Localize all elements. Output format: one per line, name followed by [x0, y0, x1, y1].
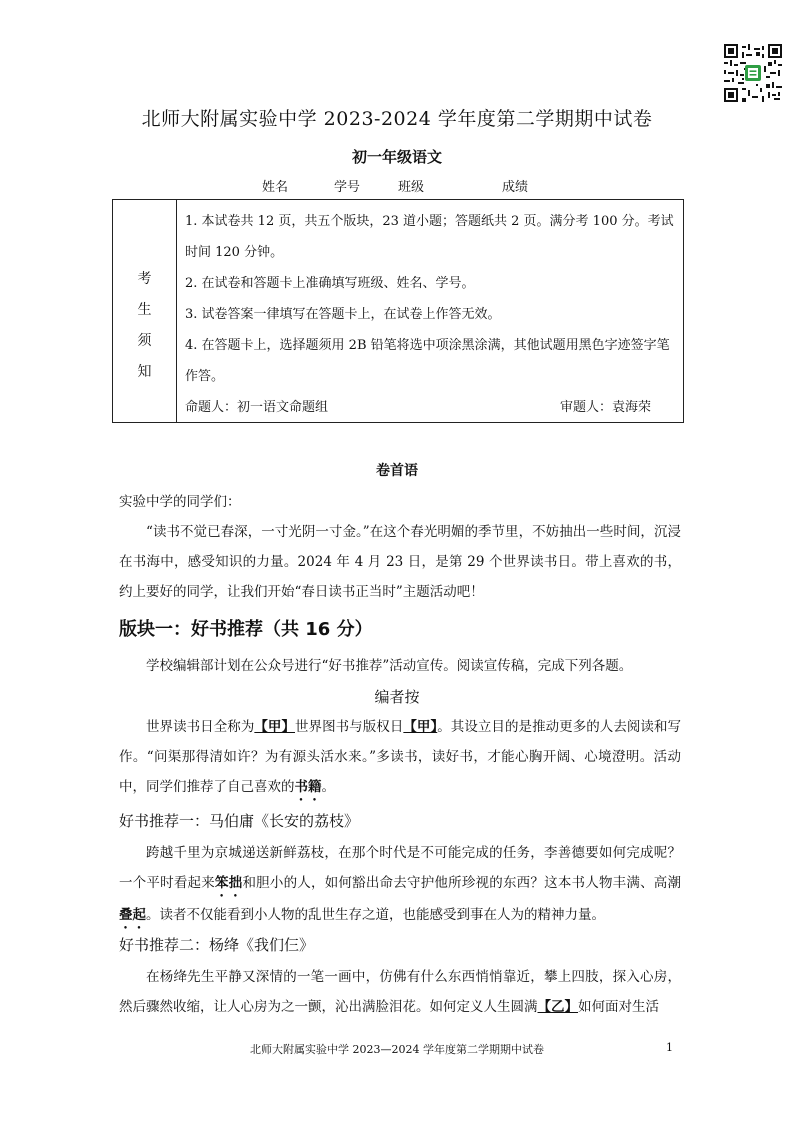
section-intro-block [119, 651, 681, 681]
exam-subtitle: 初一年级语文 [351, 148, 442, 166]
author-credit: 命题人：初一语文命题组 [185, 400, 329, 415]
editor-note-text [119, 712, 681, 804]
preface-greeting: 实验中学的同学们： [119, 494, 241, 510]
text-run: 世界图书与版权日 [295, 719, 404, 735]
recommendation-2-text [119, 962, 681, 1022]
notice-side-char: 须 [137, 333, 152, 349]
notice-side-char: 知 [137, 364, 152, 380]
preface-body [119, 487, 681, 607]
emphasized-word: 书籍 [294, 779, 322, 795]
text-run: 在杨绛先生平静又深情的一笔一画中，仿佛有什么东西悄悄靠近，攀上四肢，探入心房，然后骤然收缩，让人心房为之一颤，沁出满脸泪花。如何定义人生圆满 [119, 969, 681, 1015]
notice-side-char: 生 [137, 302, 152, 318]
preface-text: “读书不觉已春深，一寸光阴一寸金。”在这个春光明媚的季节里，不妨抽出一些时间，沉浸在书海中，感受知识的力量。2024 年 4 月 23 日，是第 29 个世界读书日。带上喜欢的书，约上要好的同学，让我们开始“春日读书正当时”主题活动吧！ [119, 524, 681, 600]
student-id-label: 学号 [334, 180, 361, 195]
notice-item: 1. 本试卷共 12 页，共五个版块，23 道小题；答题纸共 2 页。满分考 100 分。考试时间 120 分钟。 [185, 214, 674, 260]
text-run: 。读者不仅能看到小人物的乱世生存之道，也能感受到事在人为的精神力量。 [146, 907, 605, 923]
notice-credits [185, 392, 677, 423]
section-intro: 学校编辑部计划在公众号进行“好书推荐”活动宣传。阅读宣传稿，完成下列各题。 [146, 658, 633, 674]
text-run: 世界读书日全称为 [146, 719, 255, 735]
exam-title: 北师大附属实验中学 2023-2024 学年度第二学期期中试卷 [141, 108, 653, 130]
notice-side-label [113, 200, 177, 422]
recommendation-2-body [119, 962, 681, 1022]
recommendation-1-title: 好书推荐一：马伯庸《长安的荔枝》 [119, 812, 360, 830]
exam-notice-box [112, 199, 684, 423]
notice-item: 4. 在答题卡上，选择题须用 2B 铅笔将选中项涂黑涂满，其他试题用黑色字迹签字笔作答。 [185, 338, 670, 384]
section-heading: 版块一：好书推荐（共 16 分） [119, 619, 373, 640]
blank-yi: 【乙】 [537, 999, 578, 1015]
text-run: 。其设立目的是推动更多的人去阅读和写作。“问渠那得清如许？为有源头活水来。”多读书，读好书，才能心胸开阔、心境澄明。活动中，同学们推荐了自己喜欢的 [119, 719, 682, 795]
emphasized-word: 叠起 [119, 907, 146, 923]
name-label: 姓名 [262, 180, 289, 195]
page-number: 1 [666, 1041, 673, 1054]
recommendation-2-title: 好书推荐二：杨绛《我们仨》 [119, 936, 315, 954]
page-footer: 北师大附属实验中学 2023—2024 学年度第二学期期中试卷 [250, 1043, 544, 1056]
notice-items [185, 206, 677, 423]
score-label: 成绩 [502, 180, 529, 195]
blank-jia: 【甲】 [254, 719, 295, 735]
text-run: 跨越千里为京城递送新鲜荔枝，在那个时代是不可能完成的任务，李善德要如何完成呢？一个平时看起来 [119, 845, 681, 891]
recommendation-1-text [119, 838, 681, 932]
notice-item: 3. 试卷答案一律填写在答题卡上，在试卷上作答无效。 [185, 307, 501, 322]
text-run: 。 [321, 779, 335, 795]
notice-item: 2. 在试卷和答题卡上准确填写班级、姓名、学号。 [185, 276, 475, 291]
notice-side-char: 考 [137, 271, 152, 287]
editor-note-body [119, 712, 681, 804]
text-run: 如何面对生活 [578, 999, 659, 1015]
preface-heading: 卷首语 [376, 463, 418, 479]
blank-jia-2: 【甲】 [403, 719, 438, 735]
emphasized-word: 笨拙 [215, 875, 243, 891]
class-label: 班级 [398, 180, 425, 195]
text-run: 和胆小的人，如何豁出命去守护他所珍视的东西？这本书人物丰满、高潮 [242, 875, 682, 891]
reviewer-credit: 审题人：袁海荣 [559, 400, 651, 415]
qr-code-image [724, 44, 782, 102]
recommendation-1-body [119, 838, 681, 932]
editor-note-heading: 编者按 [374, 688, 420, 706]
